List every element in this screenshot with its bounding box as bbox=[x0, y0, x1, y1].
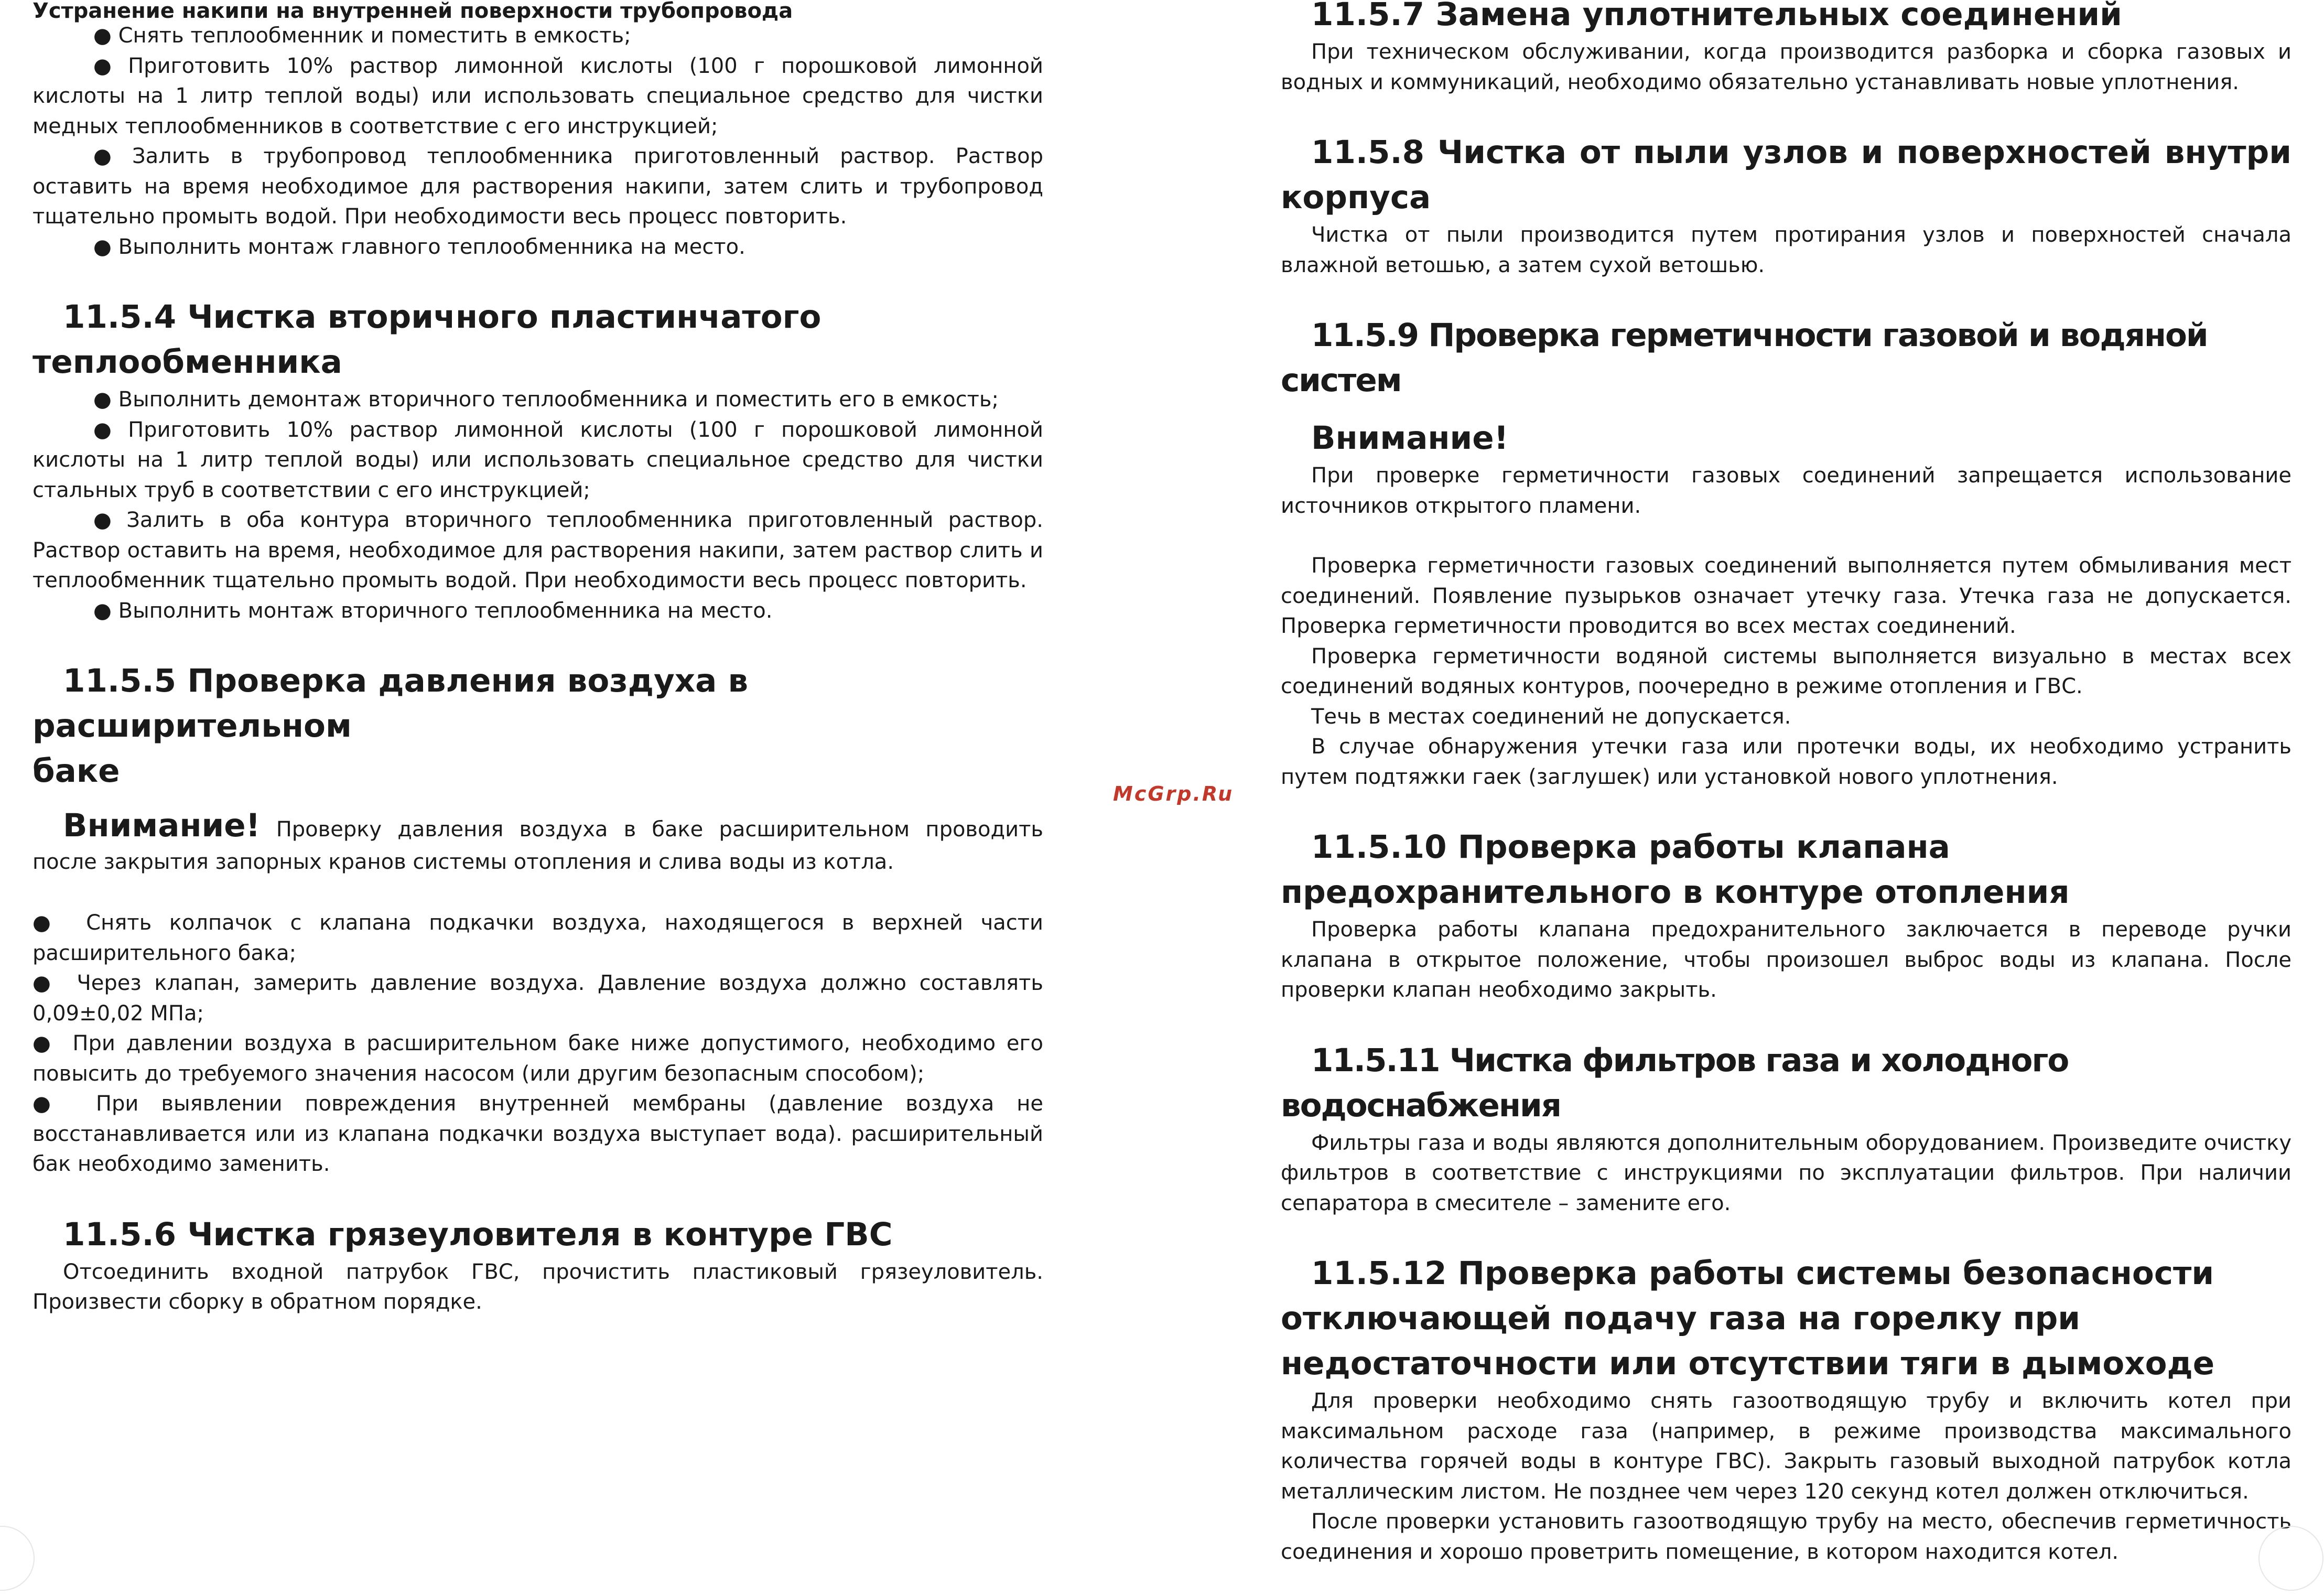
watermark: McGrp.Ru bbox=[1113, 782, 1234, 805]
left-column bbox=[33, 0, 1043, 1318]
bullet-icon: ● bbox=[93, 387, 112, 412]
attention-label: Внимание! bbox=[63, 807, 261, 844]
section-11-5-12-body bbox=[1281, 1386, 2291, 1567]
section-11-5-5-title: 11.5.5 Проверка давления воздуха в расширительном баке bbox=[33, 662, 749, 790]
right-column bbox=[1281, 0, 2291, 1567]
section-11-5-7-title: 11.5.7 Замена уплотнительных соединений bbox=[1311, 0, 2122, 33]
section-11-5-10-text: Проверка работы клапана предохранительного заключается в переводе ручки клапана в открытое положение, чтобы произошел выброс воды из клапана. После проверки клапан необходимо закрыть. bbox=[1281, 918, 2291, 1002]
bullet-icon: ● bbox=[93, 144, 112, 168]
paragraph: В случае обнаружения утечки газа или протечки воды, их необходимо устранить путем подтяжки гаек (заглушек) или установкой нового уплотнения. bbox=[1281, 735, 2291, 789]
paragraph: Течь в местах соединений не допускается. bbox=[1311, 704, 1791, 729]
section-11-5-8-title: 11.5.8 Чистка от пыли узлов и поверхностей внутри корпуса bbox=[1281, 134, 2291, 216]
bullet-icon: ● bbox=[33, 1092, 51, 1116]
list-item: ● Выполнить монтаж вторичного теплообменника на место. bbox=[33, 596, 1043, 627]
paragraph: Проверка герметичности газовых соединений выполняется путем обмыливания мест соединений. Появление пузырьков означает утечку газа. Утечка газа не допускается. Проверка герметичности проводится во всех местах соединений. bbox=[1281, 554, 2291, 638]
section-11-5-9-body bbox=[1281, 551, 2291, 792]
bullet-icon: ● bbox=[33, 911, 51, 935]
section-11-5-6-title: 11.5.6 Чистка грязеуловителя в контуре ГВС bbox=[63, 1215, 893, 1253]
descaling-list bbox=[33, 21, 1043, 262]
list-item: ● Через клапан, замерить давление воздуха. Давление воздуха должно составлять 0,09±0,02 МПа; bbox=[33, 968, 1043, 1029]
page-corner-ring-right bbox=[2258, 1526, 2323, 1591]
list-item: ● Приготовить 10% раствор лимонной кислоты (100 г порошковой лимонной кислоты на 1 литр теплой воды) или использовать специальное средство для чистки медных теплообменников в соответствие с его инструкцией; bbox=[33, 51, 1043, 142]
section-11-5-6-text: Отсоединить входной патрубок ГВС, прочистить пластиковый грязеуловитель. Произвести сборку в обратном порядке. bbox=[33, 1259, 1043, 1314]
bullet-icon: ● bbox=[93, 508, 112, 532]
section-11-5-4-list bbox=[33, 385, 1043, 626]
section-11-5-9-attention-text: При проверке герметичности газовых соединений запрещается использование источников открытого пламени. bbox=[1281, 464, 2291, 518]
list-item: ● Снять теплообменник и поместить в емкость; bbox=[33, 21, 1043, 51]
section-11-5-11-title: 11.5.11 Чистка фильтров газа и холодного водоснабжения bbox=[1281, 1041, 2069, 1124]
section-11-5-5-attention: Внимание! Проверку давления воздуха в баке расширительном проводить после закрытия запорных кранов системы отопления и слива воды из котла. bbox=[33, 807, 1044, 874]
bullet-icon: ● bbox=[33, 1031, 51, 1055]
list-item: ● Залить в трубопровод теплообменника приготовленный раствор. Раствор оставить на время необходимое для растворения накипи, затем слить и трубопровод тщательно промыть водой. При необходимости весь процесс повторить. bbox=[33, 142, 1043, 232]
section-11-5-8-text: Чистка от пыли производится путем протирания узлов и поверхностей сначала влажной ветошью, а затем сухой ветошью. bbox=[1281, 223, 2291, 277]
list-item: ● Выполнить монтаж главного теплообменника на место. bbox=[33, 232, 1043, 263]
section-11-5-9-title: 11.5.9 Проверка герметичности газовой и водяной систем bbox=[1281, 317, 2208, 399]
page-corner-ring-left bbox=[0, 1526, 35, 1591]
section-11-5-12-title: 11.5.12 Проверка работы системы безопасности отключающей подачу газа на горелку при недостаточности или отсутствии тяги в дымоходе bbox=[1281, 1255, 2215, 1382]
section-11-5-10-title: 11.5.10 Проверка работы клапана предохранительного в контуре отопления bbox=[1281, 828, 2070, 911]
paragraph: Для проверки необходимо снять газоотводящую трубу и включить котел при максимальном расходе газа (например, в режиме производства максимального количества горячей воды в контуре ГВС). Закрыть газовый выходной патрубок котла металлическим листом. Не позднее чем через 120 секунд котел должен отключиться. bbox=[1281, 1389, 2291, 1504]
section-11-5-11-text: Фильтры газа и воды являются дополнительным оборудованием. Произведите очистку фильтров в соответствие с инструкциями по эксплуатации фильтров. При наличии сепаратора в смесителе – замените его. bbox=[1281, 1130, 2291, 1215]
section-11-5-4-title: 11.5.4 Чистка вторичного пластинчатого теплообменника bbox=[33, 298, 821, 381]
bullet-icon: ● bbox=[93, 234, 112, 259]
bullet-icon: ● bbox=[33, 971, 51, 995]
bullet-icon: ● bbox=[93, 24, 112, 48]
list-item: ● Снять колпачок с клапана подкачки воздуха, находящегося в верхней части расширительного бака; bbox=[33, 908, 1043, 968]
list-item: ● При выявлении повреждения внутренней мембраны (давление воздуха не восстанавливается или из клапана подкачки воздуха выступает вода). расширительный бак необходимо заменить. bbox=[33, 1089, 1043, 1180]
paragraph: Проверка герметичности водяной системы выполняется визуально в местах всех соединений водяных контуров, поочередно в режиме отопления и ГВС. bbox=[1281, 644, 2291, 698]
list-item: ● Приготовить 10% раствор лимонной кислоты (100 г порошковой лимонной кислоты на 1 литр теплой воды) или использовать специальное средство для чистки стальных труб в соответствии с его инструкцией; bbox=[33, 415, 1043, 506]
section-11-5-7-text: При техническом обслуживании, когда производится разборка и сборка газовых и водных и коммуникаций, необходимо обязательно устанавливать новые уплотнения. bbox=[1281, 40, 2291, 94]
list-item: ● Залить в оба контура вторичного теплообменника приготовленный раствор. Раствор оставить на время, необходимое для растворения накипи, затем раствор слить и теплообменник тщательно промыть водой. При необходимости весь процесс повторить. bbox=[33, 505, 1043, 596]
list-item: ● Выполнить демонтаж вторичного теплообменника и поместить его в емкость; bbox=[33, 385, 1043, 415]
section-11-5-5-list bbox=[33, 908, 1043, 1180]
bullet-icon: ● bbox=[93, 598, 112, 623]
bullet-icon: ● bbox=[93, 417, 112, 442]
bullet-icon: ● bbox=[93, 53, 112, 78]
list-item: ● При давлении воздуха в расширительном баке ниже допустимого, необходимо его повысить до требуемого значения насосом (или другим безопасным способом); bbox=[33, 1029, 1043, 1089]
paragraph: После проверки установить газоотводящую трубу на место, обеспечив герметичность соединения и хорошо проветрить помещение, в котором находится котел. bbox=[1281, 1510, 2291, 1564]
section-11-5-9-attention: Внимание! bbox=[1311, 419, 1509, 457]
descaling-subheading: Устранение накипи на внутренней поверхности трубопровода bbox=[33, 0, 793, 23]
